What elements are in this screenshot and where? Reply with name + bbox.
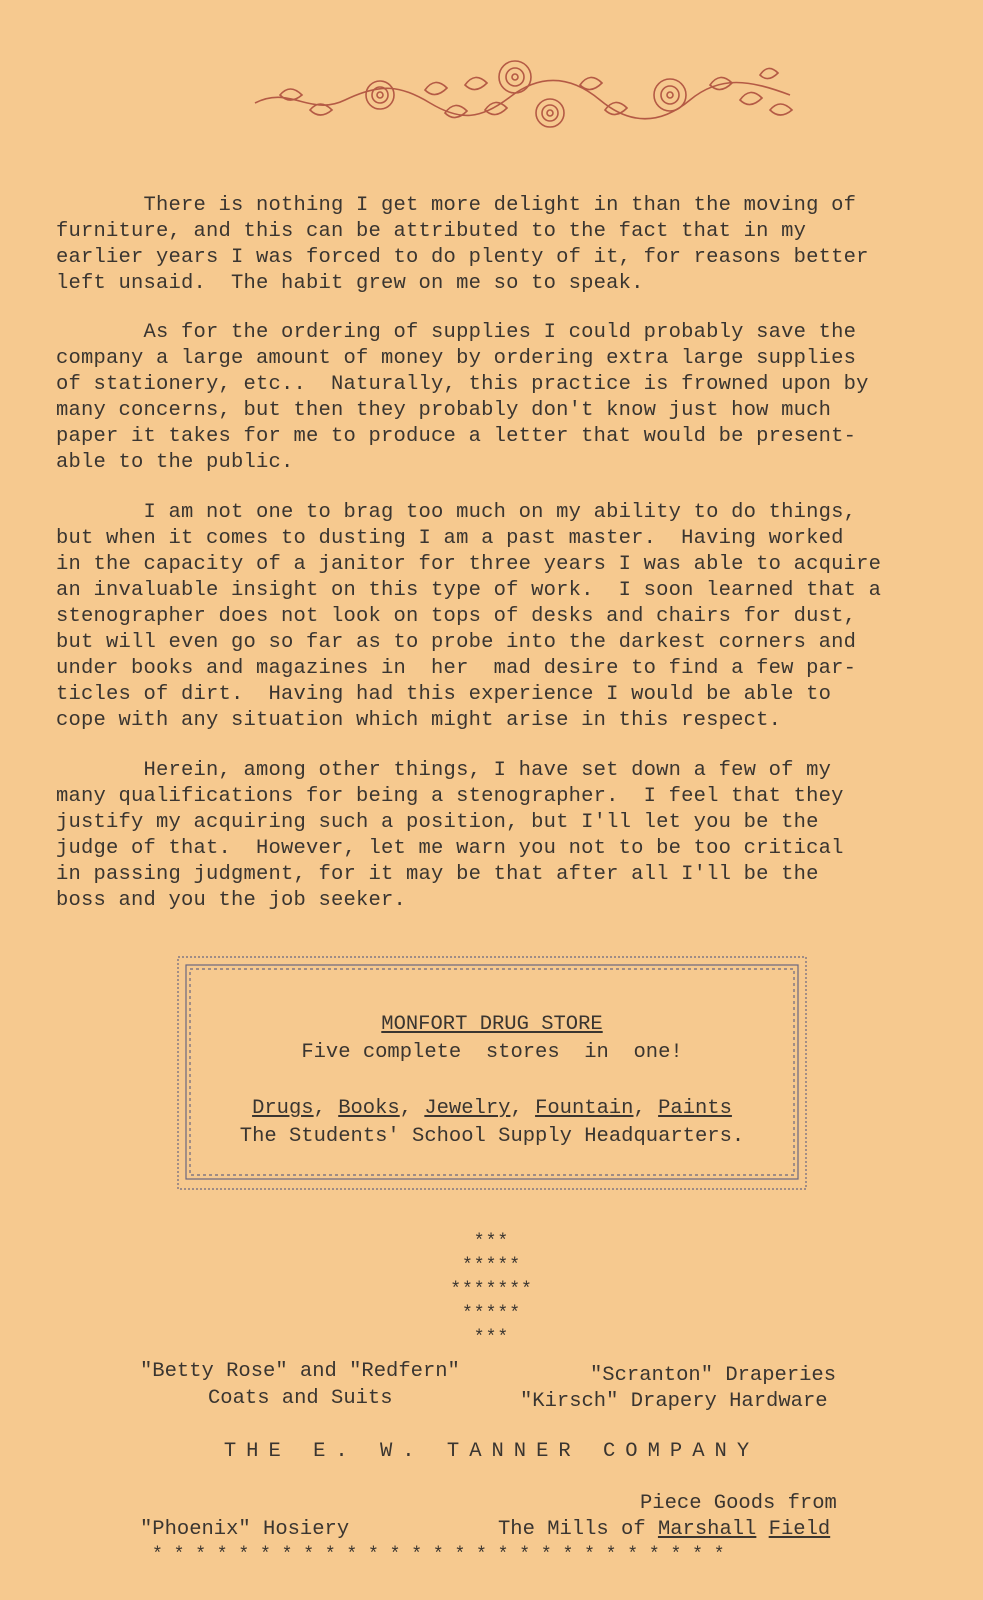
- star-pyramid-row: *****: [461, 1256, 521, 1276]
- tanner-right-line-1: "Scranton" Draperies: [590, 1364, 837, 1387]
- tanner-left-line-1: "Betty Rose" and "Redfern": [140, 1360, 460, 1383]
- tanner-piece-goods-line-1: Piece Goods from: [640, 1492, 837, 1515]
- tanner-right-line-2: "Kirsch" Drapery Hardware: [520, 1390, 828, 1413]
- tanner-hosiery: "Phoenix" Hosiery: [140, 1518, 350, 1541]
- dept-drugs: Drugs: [252, 1097, 314, 1120]
- dept-fountain: Fountain: [535, 1097, 634, 1120]
- paragraph-furniture: There is nothing I get more delight in than the moving of furniture, and this can be attributed to the fact that in my earlier years I was forced to do plenty of it, for reasons better left unsaid. The habit grew on me so to speak.: [56, 194, 869, 295]
- paragraph-supplies: As for the ordering of supplies I could probably save the company a large amount of money by ordering extra large supplies of stationery, etc.. Naturally, this practice is frowned upon by many concerns, but then they probably don't know just how much paper it takes for me to produce a letter that would be present- able to the public.: [56, 321, 869, 474]
- ad-headline: The Students' School Supply Headquarters.: [239, 1125, 745, 1148]
- paragraph-qualifications: Herein, among other things, I have set down a few of my many qualifications for being a stenographer. I feel that they justify my acquiring such a position, but I'll let you be the judge of that. However, let me warn you not to be too critical in passing judgment, for it may be that after all I'll be the boss and you the job seeker.: [56, 759, 844, 912]
- star-pyramid-row: *****: [461, 1304, 521, 1324]
- tanner-star-rule: * * * * * * * * * * * * * * * * * * * * * * * * * * *: [152, 1545, 725, 1565]
- ad-store-name: MONFORT DRUG STORE: [381, 1013, 603, 1036]
- ad-tagline: Five complete stores in one!: [301, 1041, 683, 1064]
- paragraph-dusting: I am not one to brag too much on my ability to do things, but when it comes to dusting I am a past master. Having worked in the capacity of a janitor for three years I was able to acquire an invaluable insight on this type of work. I soon learned that a stenographer does not look on tops of desks and chairs for dust, but will even go so far as to probe into the darkest corners and under books and magazines in her mad desire to find a few par- ticles of dirt. Having had this experience I would be able to cope with any situation which might arise in this respect.: [56, 501, 882, 732]
- dept-paints: Paints: [658, 1097, 732, 1120]
- ad-departments: Drugs, Books, Jewelry, Fountain, Paints: [252, 1097, 732, 1120]
- ad-border: [176, 955, 808, 1191]
- dept-jewelry: Jewelry: [424, 1097, 511, 1120]
- star-pyramid-row: ***: [473, 1232, 510, 1252]
- tanner-piece-goods-line-2: The Mills of Marshall Field: [498, 1518, 831, 1541]
- star-pyramid-row: ***: [473, 1328, 510, 1348]
- tanner-company-name: THE E. W. TANNER COMPANY: [223, 1440, 760, 1463]
- star-pyramid-row: *******: [450, 1280, 533, 1300]
- rose-vine-ornament-icon: [250, 55, 810, 145]
- monfort-ad-box: [176, 955, 808, 1191]
- dept-books: Books: [338, 1097, 400, 1120]
- tanner-left-line-2: Coats and Suits: [208, 1387, 393, 1410]
